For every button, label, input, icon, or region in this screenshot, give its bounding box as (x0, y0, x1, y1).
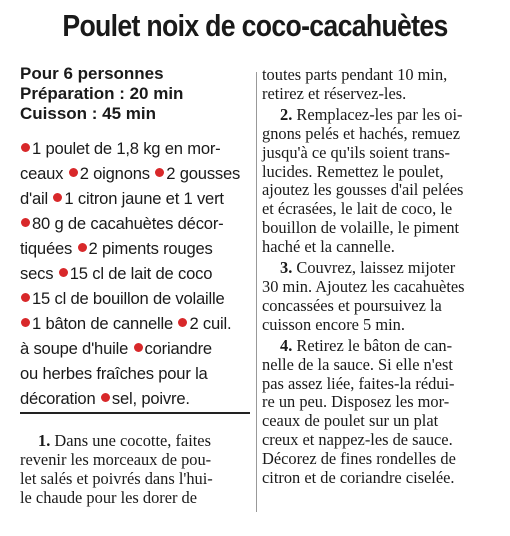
step-text: Dans une cocotte, faites (54, 431, 211, 450)
ingredient-text: 15 cl de lait de coco (69, 264, 213, 283)
ingredient-text: d'ail (20, 189, 48, 208)
bullet-icon (21, 143, 30, 152)
bullet-icon (101, 393, 110, 402)
step-text: Remplacez-les par les oi- (296, 104, 463, 124)
step-text: re un peu. Disposez les mor- (262, 392, 450, 412)
ingredient-text: tiquées (20, 239, 73, 258)
step-number: 1. (38, 431, 51, 450)
step-text: pas assez liée, faites-la rédui- (262, 373, 455, 393)
bullet-icon (155, 168, 164, 177)
step-text: bouillon de volaille, le piment (262, 218, 460, 238)
ingredient-text: 80 g de cacahuètes décor- (32, 214, 224, 233)
ingredient-text: sel, poivre. (111, 389, 190, 408)
bullet-icon (53, 193, 62, 202)
ingredient-text: 2 cuil. (189, 314, 232, 333)
bullet-icon (21, 293, 30, 302)
step-text: let salés et poivrés dans l'hui- (20, 468, 213, 488)
step-text: lucides. Remettez le poulet, (262, 161, 444, 181)
recipe-meta (20, 64, 250, 124)
step-text: Décorez de fines rondelles de (262, 449, 456, 469)
ingredient-text: ceaux (20, 164, 64, 183)
step-text: Retirez le bâton de can- (296, 335, 453, 355)
cook-time: Cuisson : 45 min (20, 104, 157, 123)
step-text: revenir les morceaux de pou- (20, 449, 212, 469)
ingredient-text: 2 piments rouges (88, 239, 213, 258)
step-number: 4. (280, 335, 293, 355)
step-text: 30 min. Ajoutez les cacahuètes (262, 276, 465, 296)
bullet-icon (78, 243, 87, 252)
servings: Pour 6 personnes (20, 64, 164, 83)
step-number: 3. (280, 258, 293, 278)
prep-time: Préparation : 20 min (20, 84, 184, 103)
steps-column (262, 66, 498, 488)
step-text: creux et nappez-les de sauce. (262, 430, 453, 450)
bullet-icon (69, 168, 78, 177)
step-text: citron et de coriandre ciselée. (262, 468, 455, 488)
step-text: toutes parts pendant 10 min, (262, 65, 448, 84)
step-text: le chaude pour les dorer de (20, 487, 198, 507)
ingredients-divider (20, 412, 250, 414)
step-text: Couvrez, laissez mijoter (296, 258, 456, 278)
ingredient-text: à soupe d'huile (20, 339, 129, 358)
step-text: gnons pelés et hachés, remuez (262, 123, 460, 143)
bullet-icon (21, 218, 30, 227)
step-text: cuisson encore 5 min. (262, 314, 405, 334)
bullet-icon (134, 343, 143, 352)
step-text: haché et la cannelle. (262, 237, 395, 257)
step-number: 2. (280, 104, 293, 124)
ingredients-list (20, 136, 252, 411)
bullet-icon (59, 268, 68, 277)
step-text: retirez et réservez-les. (262, 83, 407, 103)
ingredient-text: ou herbes fraîches pour la (20, 364, 208, 383)
ingredient-text: 1 poulet de 1,8 kg en mor- (32, 139, 221, 158)
step-text: concassées et poursuivez la (262, 295, 442, 315)
ingredient-text: coriandre (144, 339, 212, 358)
column-divider (256, 72, 257, 512)
step-text: nelle de la sauce. Si elle n'est (262, 354, 453, 374)
step-text: ajoutez les gousses d'ail pelées (262, 180, 464, 200)
step-1 (20, 432, 252, 508)
ingredient-text: 2 oignons (79, 164, 150, 183)
ingredient-text: secs (20, 264, 54, 283)
ingredient-text: 1 bâton de cannelle (32, 314, 174, 333)
recipe-title: Poulet noix de coco-cacahuètes (62, 8, 448, 43)
bullet-icon (178, 318, 187, 327)
ingredient-text: 2 gousses (166, 164, 241, 183)
ingredient-text: décoration (20, 389, 96, 408)
step-text: jusqu'à ce qu'ils soient trans- (262, 142, 450, 162)
step-text: ceaux de poulet sur un plat (262, 411, 439, 431)
ingredient-text: 1 citron jaune et 1 vert (64, 189, 224, 208)
ingredient-text: 15 cl de bouillon de volaille (32, 289, 225, 308)
bullet-icon (21, 318, 30, 327)
step-text: et écrasées, le lait de coco, le (262, 199, 453, 219)
